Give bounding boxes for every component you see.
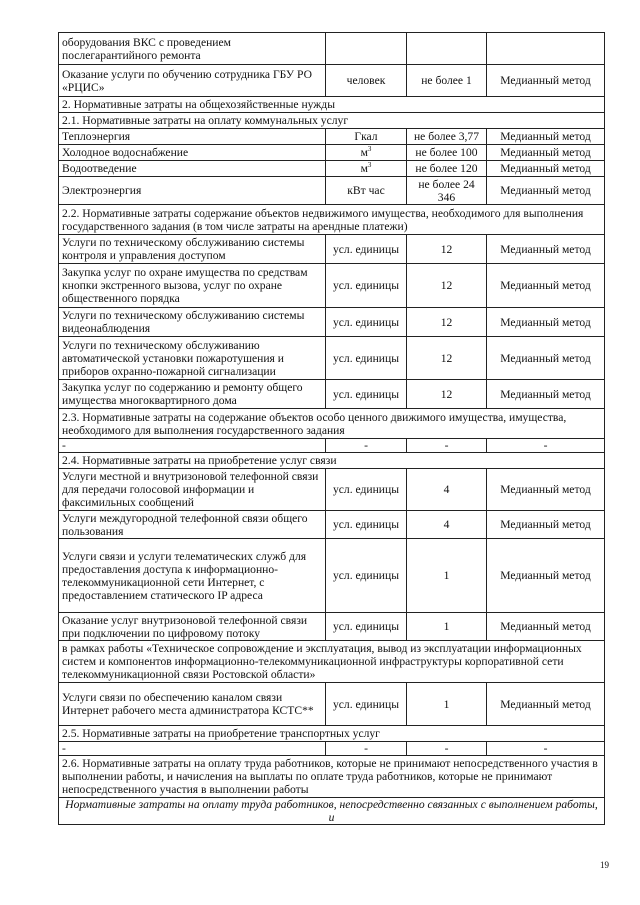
- footer-note: Нормативные затраты на оплату труда работников, непосредственно связанных с выполнением работы, и: [59, 798, 605, 825]
- section-row: [59, 113, 605, 129]
- row-method: Медианный метод: [487, 65, 605, 97]
- section-2-4-title: 2.4. Нормативные затраты на приобретение услуг связи: [59, 453, 605, 469]
- row-method: Медианный метод: [487, 380, 605, 409]
- row-unit: -: [326, 439, 407, 453]
- row-method: Медианный метод: [487, 337, 605, 380]
- section-2-2-title: 2.2. Нормативные затраты содержание объектов недвижимого имущества, необходимого для выполнения государственного задания (в том числе затраты на арендные платежи): [59, 205, 605, 235]
- row-unit: усл. единицы: [326, 469, 407, 511]
- section-row: [59, 97, 605, 113]
- row-unit: усл. единицы: [326, 539, 407, 613]
- row-norm: 12: [407, 235, 487, 264]
- row-norm: 12: [407, 337, 487, 380]
- row-unit: усл. единицы: [326, 511, 407, 539]
- row-unit: [326, 33, 407, 65]
- table-row: [59, 683, 605, 726]
- section-row: [59, 641, 605, 683]
- row-name: Оказание услуги по обучению сотрудника ГБУ РО «РЦИС»: [59, 65, 326, 97]
- table-row: [59, 337, 605, 380]
- table-row: [59, 613, 605, 641]
- section-2-3-title: 2.3. Нормативные затраты на содержание объектов особо ценного движимого имущества, имущества, необходимого для выполнения государственного задания: [59, 409, 605, 439]
- row-method: [487, 33, 605, 65]
- section-row: [59, 409, 605, 439]
- row-unit: усл. единицы: [326, 337, 407, 380]
- table-row: [59, 308, 605, 337]
- row-unit: усл. единицы: [326, 235, 407, 264]
- section-2-1-title: 2.1. Нормативные затраты на оплату коммунальных услуг: [59, 113, 605, 129]
- row-norm: 1: [407, 539, 487, 613]
- section-row: [59, 453, 605, 469]
- row-method: Медианный метод: [487, 161, 605, 177]
- row-method: Медианный метод: [487, 539, 605, 613]
- row-unit: усл. единицы: [326, 264, 407, 308]
- row-norm: не более 1: [407, 65, 487, 97]
- row-norm: не более 120: [407, 161, 487, 177]
- row-unit: усл. единицы: [326, 308, 407, 337]
- row-unit: [326, 161, 407, 177]
- row-norm: 4: [407, 469, 487, 511]
- row-method: Медианный метод: [487, 308, 605, 337]
- row-name: Закупка услуг по содержанию и ремонту общего имущества многоквартирного дома: [59, 380, 326, 409]
- row-name: Услуги связи и услуги телематических служб для предоставления доступа к информационно-телекоммуникационной сети Интернет, с предоставлением статического IP адреса: [59, 539, 326, 613]
- row-norm: 4: [407, 511, 487, 539]
- row-norm: не более 100: [407, 145, 487, 161]
- row-norm: не более 24 346: [407, 177, 487, 205]
- row-method: Медианный метод: [487, 145, 605, 161]
- section-2-5-title: 2.5. Нормативные затраты на приобретение транспортных услуг: [59, 726, 605, 742]
- row-unit: усл. единицы: [326, 380, 407, 409]
- row-name: Электроэнергия: [59, 177, 326, 205]
- table-row: [59, 177, 605, 205]
- row-name: Закупка услуг по охране имущества по средствам кнопки экстренного вызова, услуг по охране общественного порядка: [59, 264, 326, 308]
- row-name: Теплоэнергия: [59, 129, 326, 145]
- row-method: Медианный метод: [487, 129, 605, 145]
- row-unit: Гкал: [326, 129, 407, 145]
- row-norm: 1: [407, 683, 487, 726]
- unit-sup: 3: [367, 161, 372, 170]
- table-row: [59, 798, 605, 825]
- row-norm: 12: [407, 308, 487, 337]
- row-name: Услуги по техническому обслуживанию системы видеонаблюдения: [59, 308, 326, 337]
- section-row: [59, 756, 605, 798]
- section-2-title: 2. Нормативные затраты на общехозяйственные нужды: [59, 97, 605, 113]
- row-unit: усл. единицы: [326, 683, 407, 726]
- table-row: [59, 235, 605, 264]
- row-name: Услуги по техническому обслуживанию системы контроля и управления доступом: [59, 235, 326, 264]
- row-norm: -: [407, 742, 487, 756]
- table-row: [59, 161, 605, 177]
- table-row: [59, 539, 605, 613]
- row-method: Медианный метод: [487, 264, 605, 308]
- row-norm: [407, 33, 487, 65]
- row-norm: 1: [407, 613, 487, 641]
- norms-table: [58, 32, 605, 825]
- row-unit: [326, 145, 407, 161]
- row-name: -: [59, 742, 326, 756]
- row-name: Услуги связи по обеспечению каналом связи Интернет рабочего места администратора КСТС**: [59, 683, 326, 726]
- table-row: [59, 145, 605, 161]
- row-name: -: [59, 439, 326, 453]
- row-norm: 12: [407, 380, 487, 409]
- row-method: Медианный метод: [487, 235, 605, 264]
- row-name: оборудования ВКС с проведением послегарантийного ремонта: [59, 33, 326, 65]
- row-unit: -: [326, 742, 407, 756]
- row-unit: кВт час: [326, 177, 407, 205]
- table-row: [59, 439, 605, 453]
- section-row: [59, 726, 605, 742]
- row-name: Услуги местной и внутризоновой телефонной связи для передачи голосовой информации и факсимильных сообщений: [59, 469, 326, 511]
- row-name: Услуги по техническому обслуживанию автоматической установки пожаротушения и приборов охранно-пожарной сигнализации: [59, 337, 326, 380]
- row-name: Водоотведение: [59, 161, 326, 177]
- section-row: [59, 205, 605, 235]
- row-method: Медианный метод: [487, 683, 605, 726]
- table-row: [59, 742, 605, 756]
- row-method: Медианный метод: [487, 469, 605, 511]
- row-name: Холодное водоснабжение: [59, 145, 326, 161]
- row-unit: человек: [326, 65, 407, 97]
- unit-text: м: [360, 162, 368, 175]
- table-row: [59, 33, 605, 65]
- row-method: -: [487, 439, 605, 453]
- table-row: [59, 469, 605, 511]
- row-method: -: [487, 742, 605, 756]
- row-method: Медианный метод: [487, 511, 605, 539]
- unit-text: м: [360, 146, 368, 159]
- table-row: [59, 264, 605, 308]
- row-norm: не более 3,77: [407, 129, 487, 145]
- row-method: Медианный метод: [487, 177, 605, 205]
- table-row: [59, 65, 605, 97]
- row-method: Медианный метод: [487, 613, 605, 641]
- section-2-4-work-note: в рамках работы «Техническое сопровождение и эксплуатация, вывод из эксплуатации информационных систем и компонентов информационно-телекоммуникационной инфраструктуры корпоративной сети телекоммуникационной связи Ростовской области»: [59, 641, 605, 683]
- row-unit: усл. единицы: [326, 613, 407, 641]
- unit-sup: 3: [367, 145, 372, 154]
- row-name: Оказание услуг внутризоновой телефонной связи при подключении по цифровому потоку: [59, 613, 326, 641]
- row-norm: 12: [407, 264, 487, 308]
- table-row: [59, 380, 605, 409]
- row-norm: -: [407, 439, 487, 453]
- row-name: Услуги междугородной телефонной связи общего пользования: [59, 511, 326, 539]
- table-row: [59, 511, 605, 539]
- table-row: [59, 129, 605, 145]
- page-number: 19: [600, 860, 609, 870]
- section-2-6-title: 2.6. Нормативные затраты на оплату труда работников, которые не принимают непосредственного участия в выполнении работы, и начисления на выплаты по оплате труда работников, которые не принимают непосредственного участия в выполнении работы: [59, 756, 605, 798]
